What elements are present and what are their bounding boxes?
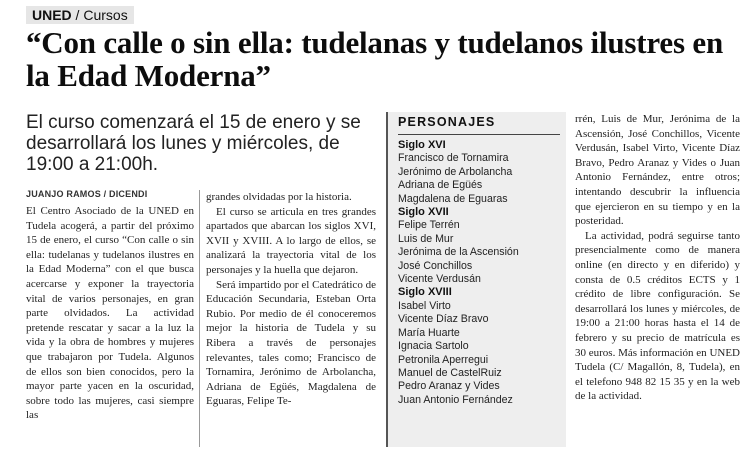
character-name: Francisco de Tornamira (398, 152, 509, 165)
character-name: Juan Antonio Fernández (398, 393, 513, 406)
article-column-1 (26, 204, 194, 423)
paragraph: rrén, Luis de Mur, Jerónima de la Ascensión, José Conchillos, Vicente Verdusán, Isabel Virto, Vicente Díaz Bravo, Pedro Aranaz y Vides o Juan Antonio Fernández, entre otros; intentando descubrir la influencia que ejercieron en su tiempo y en la posteridad. (575, 113, 740, 228)
character-name: Adriana de Egüés (398, 179, 483, 192)
paragraph: El Centro Asociado de la UNED en Tudela acogerá, a partir del próximo 15 de enero, el curso “Con calle o sin ella: tudelanas y tudelanos ilustres en la Edad Moderna” con el que busca acercarse y exponer la trayectoria vital de varios personajes, en gran parte olvidados. La actividad pretende rescatar y sacar a la luz la vida y la obra de hombres y mujeres que trabajaron por Tudela. Algunos de ellos son bien conocidos, pero la mayor parte yacen en la oscuridad, sobre todo las mujeres, casi siempre las (26, 205, 194, 422)
century-heading: Siglo XVII (398, 206, 449, 219)
byline: JUANJO RAMOS / DICENDI (26, 189, 148, 199)
character-name: Vicente Verdusán (398, 273, 481, 286)
character-name: Pedro Aranaz y Vides (398, 380, 500, 393)
character-name: Isabel Virto (398, 299, 451, 312)
paragraph: grandes olvidadas por la historia. (206, 191, 352, 203)
character-name: María Huarte (398, 326, 460, 339)
paragraph: La actividad, podrá seguirse tanto presencialmente como de manera online (en directo y en diferido) y consta de 0.5 créditos ECTS y 1 crédito de libre configuración. Se desarrollará los lunes y miércoles, de 19:00 a 21:00 horas hasta el 14 de febrero y su precio de matrícula es 30 euros. Más información en UNED Tudela (C/ Magallón, 8, Tudela), en el telefono 948 82 15 35 y en la web de la actividad. (575, 229, 740, 403)
characters-sidebar (386, 112, 566, 447)
character-name: Jerónima de la Ascensión (398, 246, 519, 259)
headline: “Con calle o sin ella: tudelanas y tudelanos ilustres en la Edad Moderna” (26, 25, 723, 93)
column-divider (199, 190, 200, 447)
character-name: Jerónimo de Arbolancha (398, 165, 513, 178)
century-group-xvii (398, 206, 560, 286)
character-name: José Conchillos (398, 259, 473, 272)
section-tag (26, 6, 134, 24)
character-name: Ignacia Sartolo (398, 340, 469, 353)
century-heading: Siglo XVIII (398, 286, 452, 299)
subhead: El curso comenzará el 15 de enero y se desarrollará los lunes y miércoles, de 19:00 a 21:00h. (26, 112, 361, 175)
century-heading: Siglo XVI (398, 139, 446, 151)
character-name: Vicente Díaz Bravo (398, 313, 489, 326)
century-group-xviii (398, 286, 560, 407)
subsection-name: Cursos (83, 7, 128, 23)
character-name: Luis de Mur (398, 232, 454, 245)
character-name: Petronila Aperregui (398, 353, 489, 366)
article-column-2 (206, 190, 376, 409)
sidebar-title: PERSONAJES (398, 115, 496, 129)
century-group-xvi (398, 139, 560, 206)
sidebar-rule (398, 134, 560, 135)
character-name: Manuel de CastelRuiz (398, 366, 502, 379)
paragraph: Será impartido por el Catedrático de Educación Secundaria, Esteban Orta Rubio. Por medio de él conoceremos mejor la historia de Tudela y su Ribera a través de personajes relevantes, tales como; Francisco de Tornamira, Jerónimo de Arbolancha, Adriana de Egüés, Magdalena de Eguaras, Felipe Te- (206, 278, 376, 408)
section-separator: / (71, 7, 84, 23)
character-name: Magdalena de Eguaras (398, 192, 508, 205)
article-column-4 (575, 112, 740, 404)
character-name: Felipe Terrén (398, 219, 460, 232)
paragraph: El curso se articula en tres grandes apartados que abarcan los siglos XVI, XVII y XVIII. A lo largo de ellos, se analizará la trayectoria vital de los personajes y la huella que dejaron. (206, 205, 376, 276)
section-name: UNED (32, 7, 72, 23)
